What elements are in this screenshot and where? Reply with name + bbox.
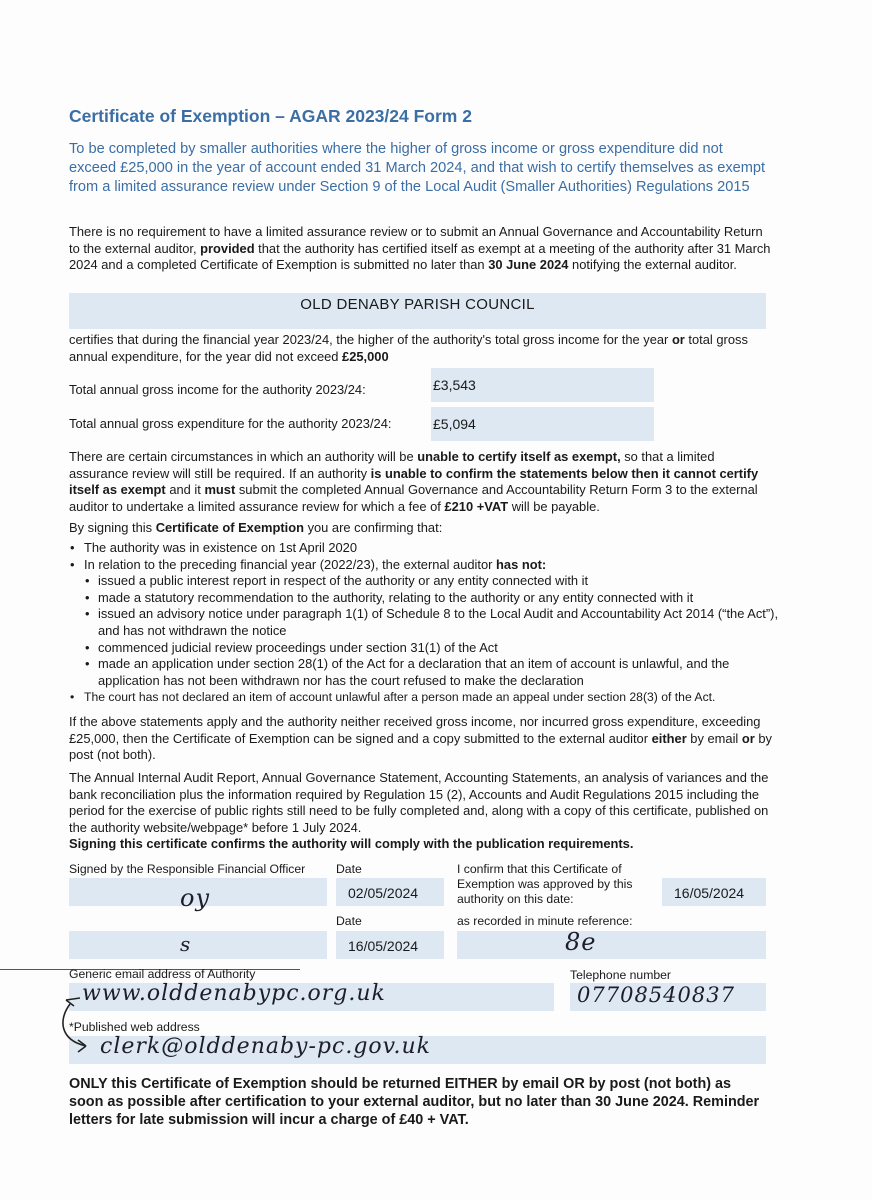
intro-paragraph: There is no requirement to have a limited assurance review or to submit an Annual Governance and Accountability Return to the external auditor, provided that the authority has certified itself as exempt at a meeting of the authority after 31 March 2024 and a completed Certificate of Exemption is submitted no later than 30 June 2024 notifying the external auditor. xyxy=(69,224,771,272)
list-item: • In relation to the preceding financial year (2022/23), the external auditor has not: xyxy=(69,557,779,574)
expenditure-label: Total annual gross expenditure for the authority 2023/24: xyxy=(69,416,392,431)
list-item: • issued an advisory notice under paragraph 1(1) of Schedule 8 to the Local Audit and Accountability Act 2014 (“the Act”), and has not withdrawn the notice xyxy=(69,606,779,639)
certifies-paragraph: certifies that during the financial year 2023/24, the higher of the authority's total gross income for the year or total gross annual expenditure, for the year did not exceed £25,000 xyxy=(69,332,748,364)
list-item: • issued a public interest report in respect of the authority or any entity connected with it xyxy=(69,573,779,590)
minute-field xyxy=(457,931,766,959)
chair-signature: s xyxy=(180,932,192,956)
web-address-handwritten: www.olddenabypc.org.uk xyxy=(82,981,386,1006)
date-label-2: Date xyxy=(336,914,362,928)
income-value: £3,543 xyxy=(433,377,476,393)
apply-paragraph: If the above statements apply and the authority neither received gross income, nor incurred gross expenditure, exceeding £25,000, then the Certificate of Exemption can be signed and a copy submitted to the external auditor either by email or by post (not both). xyxy=(69,714,772,762)
approval-label: I confirm that this Certificate of Exemption was approved by this authority on this date: xyxy=(457,862,633,906)
arrow-swap-icon xyxy=(56,990,116,1060)
signed-rfo-label: Signed by the Responsible Financial Officer xyxy=(69,862,306,876)
email-label: Generic email address of Authority xyxy=(69,967,256,981)
email-handwritten: clerk@olddenaby-pc.gov.uk xyxy=(100,1034,431,1059)
list-item: • made an application under section 28(1) of the Act for a declaration that an item of account is unlawful, and the application has not been withdrawn nor has the court refused to make the declaration xyxy=(69,656,779,689)
page-title: Certificate of Exemption – AGAR 2023/24 Form 2 xyxy=(69,106,472,126)
conditions-list xyxy=(69,540,779,706)
return-instructions: ONLY this Certificate of Exemption should be returned EITHER by email OR by post (not both) as soon as possible after certification to your external auditor, but no later than 30 June 2024. Reminder letters for late submission will incur a charge of £40 + VAT. xyxy=(69,1076,760,1128)
list-item: • The authority was in existence on 1st April 2020 xyxy=(69,540,779,557)
council-name: OLD DENABY PARISH COUNCIL xyxy=(300,296,535,313)
approval-date: 16/05/2024 xyxy=(674,885,745,901)
date-value-2: 16/05/2024 xyxy=(348,938,419,954)
list-item: • The court has not declared an item of account unlawful after a person made an appeal under section 28(3) of the Act. xyxy=(69,689,779,706)
web-address-label: *Published web address xyxy=(69,1020,200,1034)
minute-label: as recorded in minute reference: xyxy=(457,914,633,928)
publication-paragraph: The Annual Internal Audit Report, Annual Governance Statement, Accounting Statements, an analysis of variances and the bank reconciliation plus the information required by Regulation 15 (2), Accounts and Audit Regulations 2015 including the period for the exercise of public rights still need to be fully completed and, along with a copy of this certificate, published on the authority website/webpage* before 1 July 2024. Signing this certificate confirms the authority will comply with the publication requirements. xyxy=(69,770,769,851)
rfo-signature: oy xyxy=(180,884,211,912)
date-label: Date xyxy=(336,862,362,876)
list-item: • made a statutory recommendation to the authority, relating to the authority or any entity connected with it xyxy=(69,590,779,607)
expenditure-value: £5,094 xyxy=(433,416,476,432)
income-label: Total annual gross income for the authority 2023/24: xyxy=(69,382,366,397)
phone-label: Telephone number xyxy=(570,968,671,982)
page-subtitle: To be completed by smaller authorities where the higher of gross income or gross expenditure did not exceed £25,000 in the year of account ended 31 March 2024, and that wish to certify themselves as exempt from a limited assurance review under Section 9 of the Local Audit (Smaller Authorities) Regulations 2015 xyxy=(69,141,766,195)
signing-paragraph: By signing this Certificate of Exemption you are confirming that: xyxy=(69,520,443,535)
list-item: • commenced judicial review proceedings under section 31(1) of the Act xyxy=(69,640,779,657)
circumstances-paragraph: There are certain circumstances in which an authority will be unable to certify itself as exempt, so that a limited assurance review will still be required. If an authority is unable to confirm the statements below then it cannot certify itself as exempt and it must submit the completed Annual Governance and Accountability Return Form 3 to the external auditor to undertake a limited assurance review for which a fee of £210 +VAT will be payable. xyxy=(69,449,759,514)
date-value-1: 02/05/2024 xyxy=(348,885,419,901)
phone-handwritten: 07708540837 xyxy=(577,983,735,1007)
minute-reference: 8e xyxy=(565,928,597,956)
chair-signature-field xyxy=(69,931,327,959)
